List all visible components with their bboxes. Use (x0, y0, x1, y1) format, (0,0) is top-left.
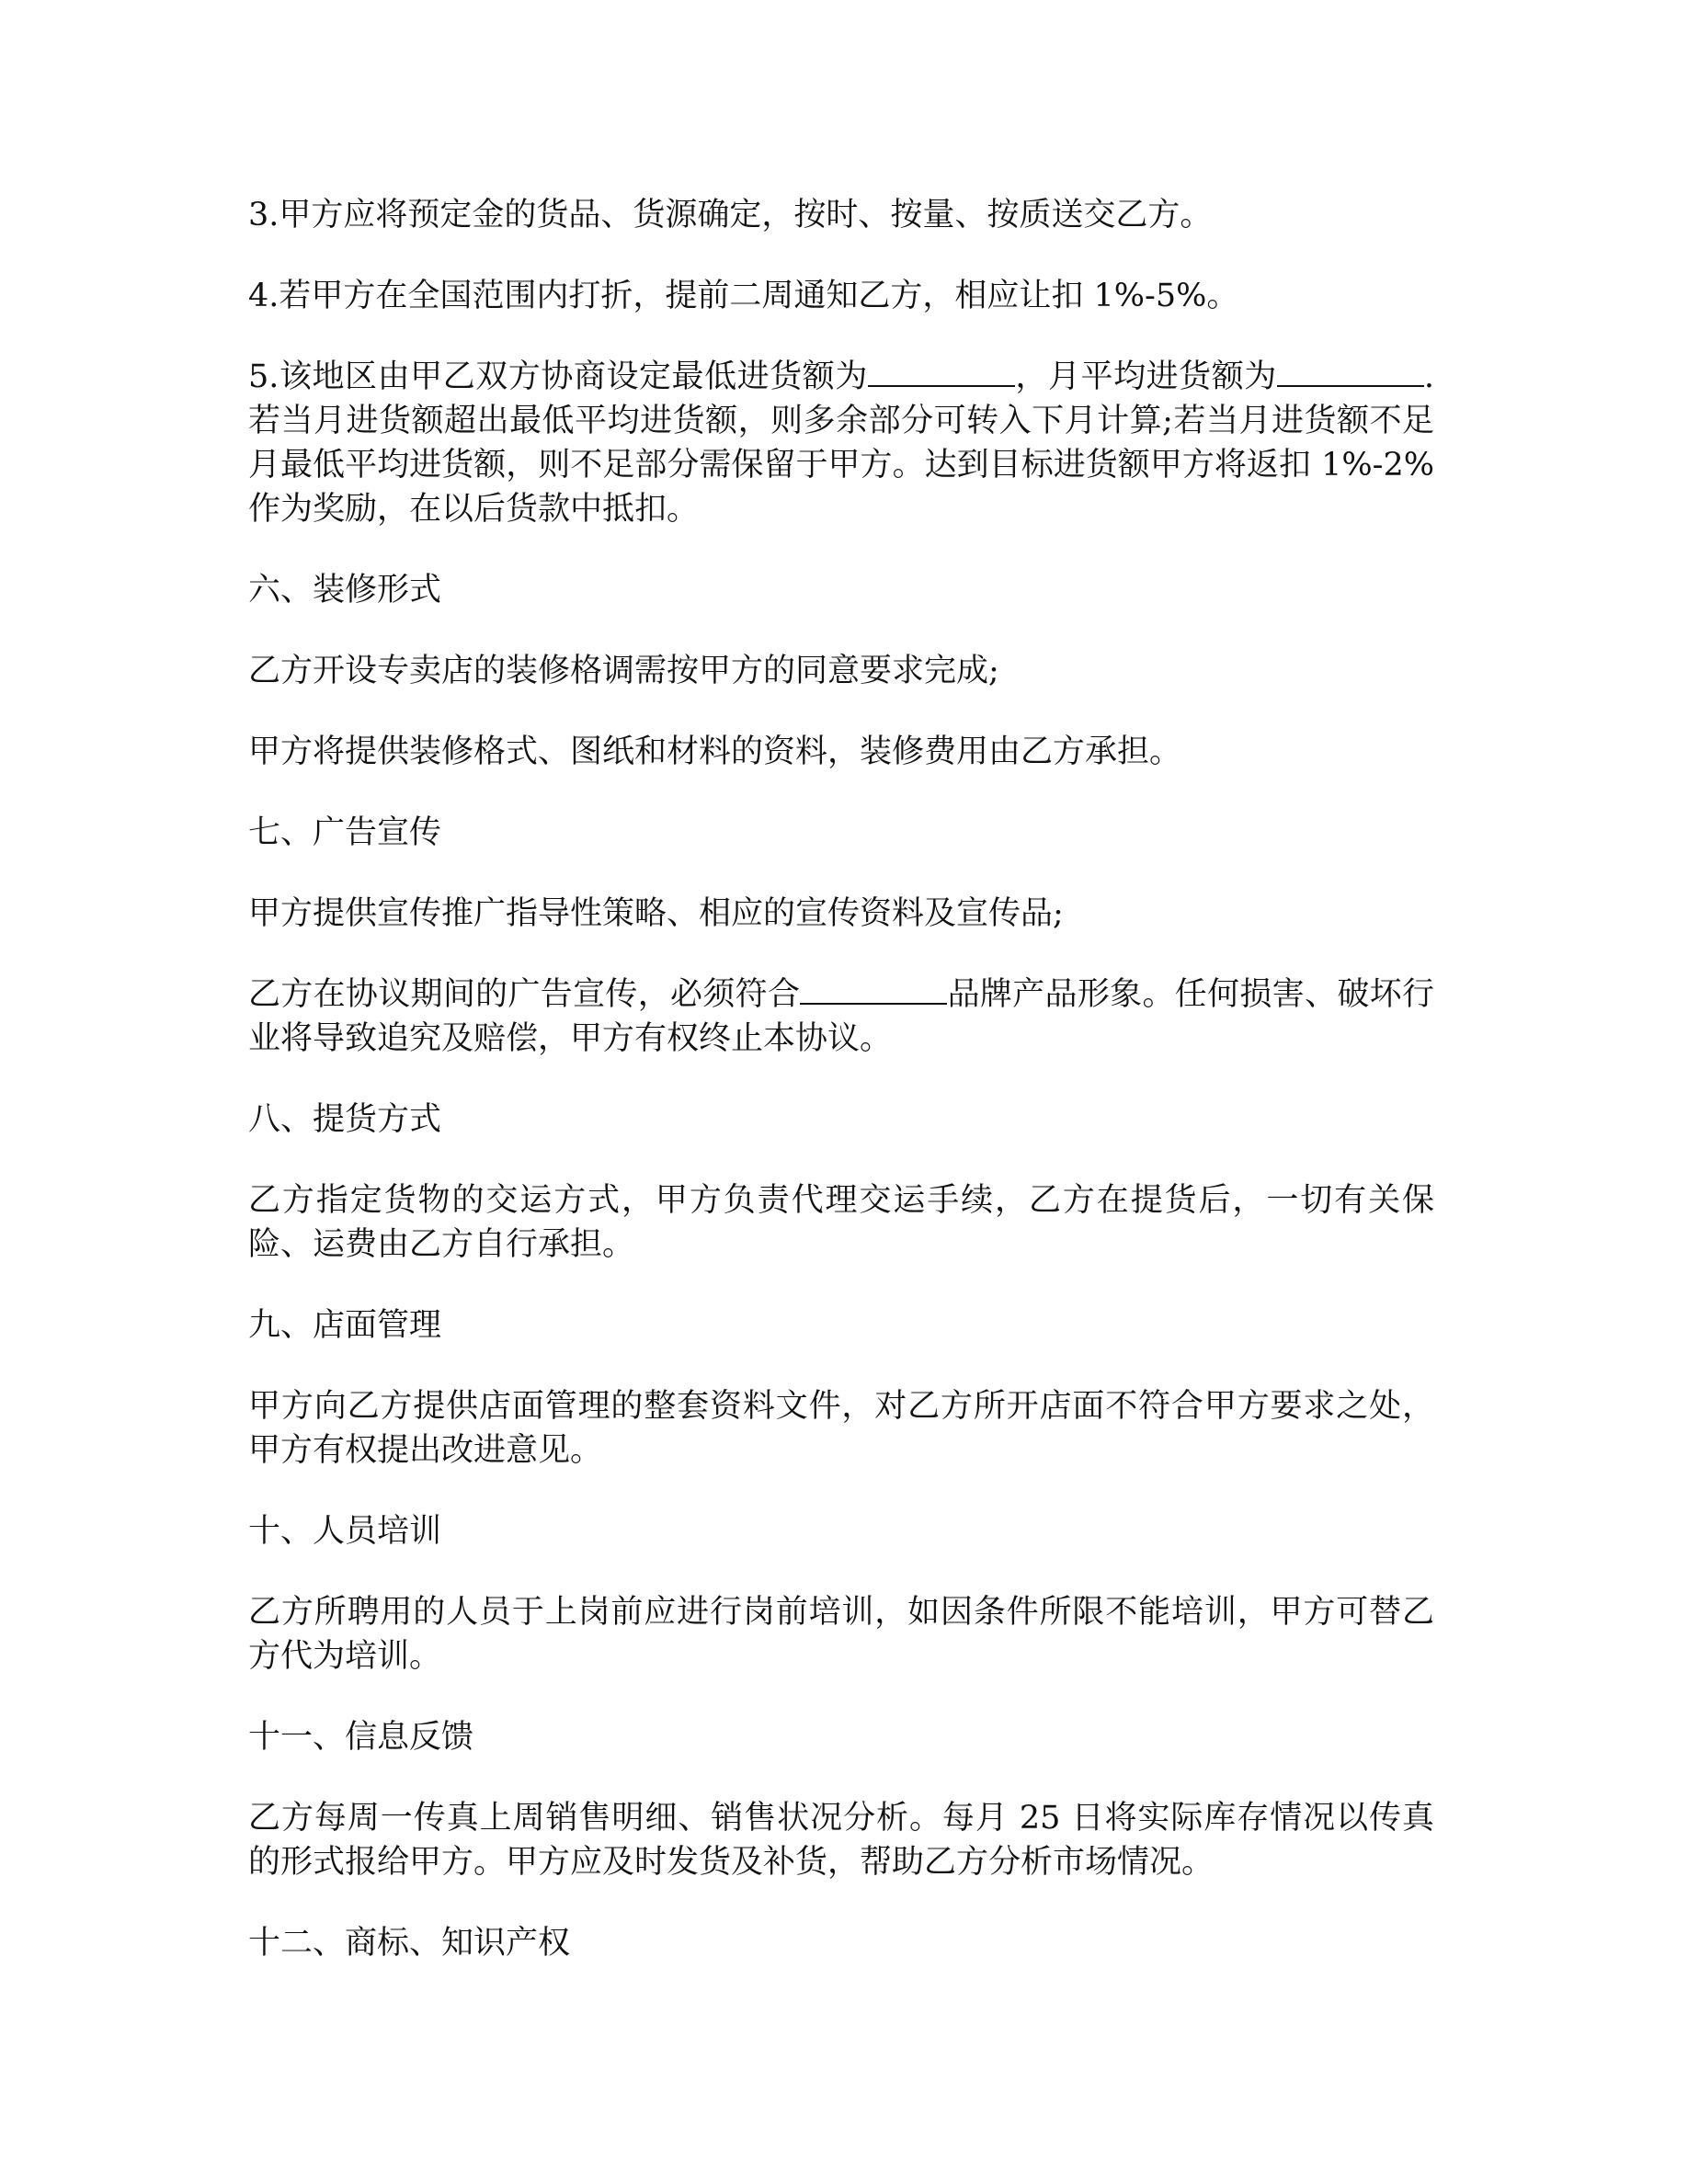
clause-3: 3.甲方应将预定金的货品、货源确定，按时、按量、按质送交乙方。 (248, 197, 1213, 233)
clause-4: 4.若甲方在全国范围内打折，提前二周通知乙方，相应让扣 1%-5%。 (248, 278, 1239, 314)
fill-blank-brand (800, 975, 947, 1005)
section-heading-decoration: 六、装修形式 (248, 572, 442, 609)
section-heading-store-management: 九、店面管理 (248, 1307, 442, 1344)
section-heading-delivery: 八、提货方式 (248, 1101, 442, 1138)
section-heading-feedback: 十一、信息反馈 (248, 1719, 474, 1756)
advertising-para-1: 甲方提供宣传推广指导性策略、相应的宣传资料及宣传品; (248, 895, 1064, 932)
clause-5 (248, 355, 1434, 531)
clause-5-part-1: 5.该地区由甲乙双方协商设定最低进货额为 (248, 358, 868, 395)
fill-blank-min-amount (868, 358, 1015, 387)
section-heading-trademark: 十二、商标、知识产权 (248, 1925, 571, 1962)
clause-5-part-3: .若当月进货额超出最低平均进货额，则多余部分可转入下月计算;若当月进货额不足月最低平均进货额，则不足部分需保留于甲方。达到目标进货额甲方将返扣 1%-2%作为奖励，在以后货款中抵扣。 (248, 358, 1434, 528)
feedback-para: 乙方每周一传真上周销售明细、销售状况分析。每月 25 日将实际库存情况以传真的形式报给甲方。甲方应及时发货及补货，帮助乙方分析市场情况。 (248, 1800, 1434, 1881)
clause-5-part-2: ，月平均进货额为 (1014, 358, 1277, 395)
fill-blank-avg-amount (1277, 358, 1424, 387)
section-heading-training: 十、人员培训 (248, 1513, 442, 1550)
advertising-para-2-part-2: 品牌产品形象。任何损害、破坏行业将导致追究及赔偿，甲方有权终止本协议。 (248, 976, 1434, 1057)
document-page (248, 193, 1434, 2002)
decoration-para-1: 乙方开设专卖店的装修格调需按甲方的同意要求完成; (248, 653, 999, 689)
decoration-para-2: 甲方将提供装修格式、图纸和材料的资料，装修费用由乙方承担。 (248, 734, 1182, 770)
advertising-para-2 (248, 973, 1434, 1061)
store-management-para: 甲方向乙方提供店面管理的整套资料文件，对乙方所开店面不符合甲方要求之处，甲方有权提出改进意见。 (248, 1388, 1434, 1469)
advertising-para-2-part-1: 乙方在协议期间的广告宣传，必须符合 (248, 976, 801, 1013)
training-para: 乙方所聘用的人员于上岗前应进行岗前培训，如因条件所限不能培训，甲方可替乙方代为培训。 (248, 1594, 1434, 1675)
section-heading-advertising: 七、广告宣传 (248, 814, 442, 851)
delivery-para: 乙方指定货物的交运方式，甲方负责代理交运手续，乙方在提货后，一切有关保险、运费由乙方自行承担。 (248, 1182, 1434, 1263)
